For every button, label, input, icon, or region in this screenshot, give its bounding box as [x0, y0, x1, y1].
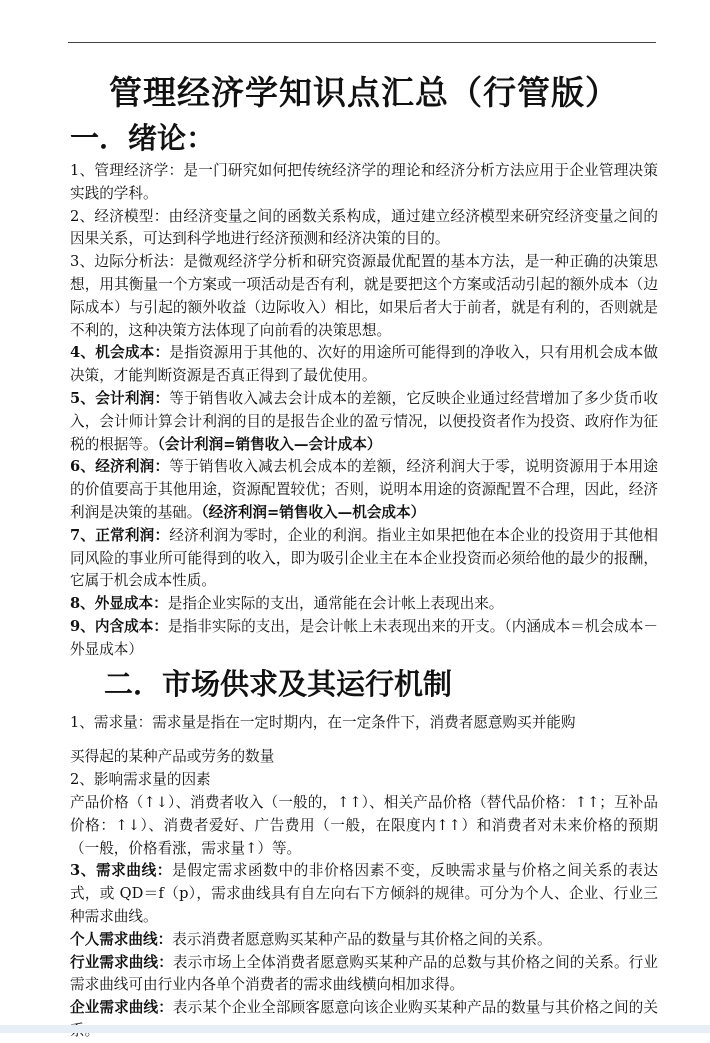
term-label: 企业需求曲线： — [70, 999, 173, 1017]
paragraph-1-9 — [70, 616, 658, 662]
viewer-bottom-edge — [0, 1025, 710, 1033]
term-text: 是假定需求函数中的非价格因素不变，反映需求量与价格之间关系的表达式，或 QD＝f（p），需求曲线具有自左向右下方倾斜的规律。可分为个人、企业、行业三种需求曲线。 — [70, 862, 658, 925]
term-text: 是指企业实际的支出，通常能在会计帐上表现出来。 — [167, 595, 504, 613]
paragraph-1-6 — [70, 456, 658, 524]
document-page — [70, 60, 658, 1043]
paragraph-1-3: 3、边际分析法：是微观经济学分析和研究资源最优配置的基本方法，是一种正确的决策思想，用其衡量一个方案或一项活动是否有利，就是要把这个方案或活动引起的额外成本（边际成本）与引起的额外收益（边际收入）相比，如果后者大于前者，就是有利的，否则就是不利的，这种决策方法体现了向前看的决策思想。 — [70, 253, 658, 339]
formula-text: （经济利润=销售收入—机会成本） — [201, 503, 426, 521]
term-label: 7、正常利润： — [70, 526, 170, 544]
paragraph-2-2: 2、影响需求量的因素 — [70, 771, 211, 789]
formula-text: （会计利润=销售收入—会计成本） — [157, 435, 382, 453]
term-label: 8、外显成本： — [70, 595, 168, 613]
paragraph-2-3: 产品价格（↑↓）、消费者收入（一般的，↑↑）、相关产品价格（替代品价格：↑↑；互补品价格：↑↓）、消费者爱好、广告费用（一般，在限度内↑↑）和消费者对未来价格的预期（一般，价格看涨，需求量↑）等。 — [70, 793, 658, 857]
term-text: 是指资源用于其他的、次好的用途所可能得到的净收入，只有用机会成本做决策，才能判断资源是否真正得到了最优使用。 — [70, 344, 658, 385]
paragraph-1-4 — [70, 342, 658, 388]
term-text: 表示消费者愿意购买某种产品的数量与其价格之间的关系。 — [172, 930, 552, 948]
header-rule — [68, 42, 656, 43]
paragraph-2-7 — [70, 997, 658, 1043]
term-label: 9、内含成本： — [70, 617, 168, 635]
term-text: 经济利润为零时，企业的利润。指业主如果把他在本企业的投资用于其他相同风险的事业所可能得到的收入，即为吸引企业主在本企业投资而必须给他的最少的报酬，它属于机会成本性质。 — [70, 526, 658, 590]
term-text: 等于销售收入减去会计成本的差额，它反映企业通过经营增加了多少货币收入，会计师计算会计利润的目的是报告企业的盈亏情况，以便投资者作为投资、政府作为征税的根据等。 — [70, 389, 658, 453]
term-text: 是指非实际的支出，是会计帐上未表现出来的开支。（内涵成本＝机会成本－外显成本） — [70, 617, 659, 658]
paragraph-1-7 — [70, 525, 658, 593]
paragraph-2-4 — [70, 860, 658, 928]
paragraph-2-5 — [70, 929, 658, 952]
term-label: 6、经济利润： — [70, 458, 170, 476]
paragraph-1-5 — [70, 388, 658, 456]
term-label: 3、需求曲线： — [70, 862, 173, 880]
term-text: 表示某个企业全部顾客愿意向该企业购买某种产品的数量与其价格之间的关 — [172, 999, 658, 1017]
paragraph-2-1b: 买得起的某种产品或劳务的数量 — [70, 748, 275, 766]
paragraph-1-1: 1、管理经济学：是一门研究如何把传统经济学的理论和经济分析方法应用于企业管理决策实践的学科。 — [70, 162, 658, 202]
term-label: 行业需求曲线： — [70, 953, 173, 971]
paragraph-2-1a: 1、需求量：需求量是指在一定时期内，在一定条件下，消费者愿意购买并能购 — [70, 713, 576, 731]
paragraph-1-8 — [70, 593, 658, 616]
page-title: 管理经济学知识点汇总（行管版） — [109, 73, 619, 112]
paragraph-2-6 — [70, 952, 658, 998]
paragraph-1-2: 2、经济模型：由经济变量之间的函数关系构成，通过建立经济模型来研究经济变量之间的因果关系，可达到科学地进行经济预测和经济决策的目的。 — [70, 207, 658, 248]
term-label: 5、会计利润： — [70, 389, 170, 407]
section-2-heading: 二．市场供求及其运行机制 — [104, 666, 453, 701]
section-1-heading: 一．绪论： — [70, 121, 216, 155]
term-text: 表示市场上全体消费者愿意购买某种产品的总数与其价格之间的关系。行业需求曲线可由行业内各单个消费者的需求曲线横向相加求得。 — [70, 953, 658, 994]
term-label: 个人需求曲线： — [70, 930, 173, 948]
term-text: 等于销售收入减去机会成本的差额，经济利润大于零，说明资源用于本用途的价值要高于其他用途，资源配置较优；否则，说明本用途的资源配置不合理，因此，经济利润是决策的基础。 — [70, 458, 658, 521]
term-label: 4、机会成本： — [70, 344, 170, 362]
